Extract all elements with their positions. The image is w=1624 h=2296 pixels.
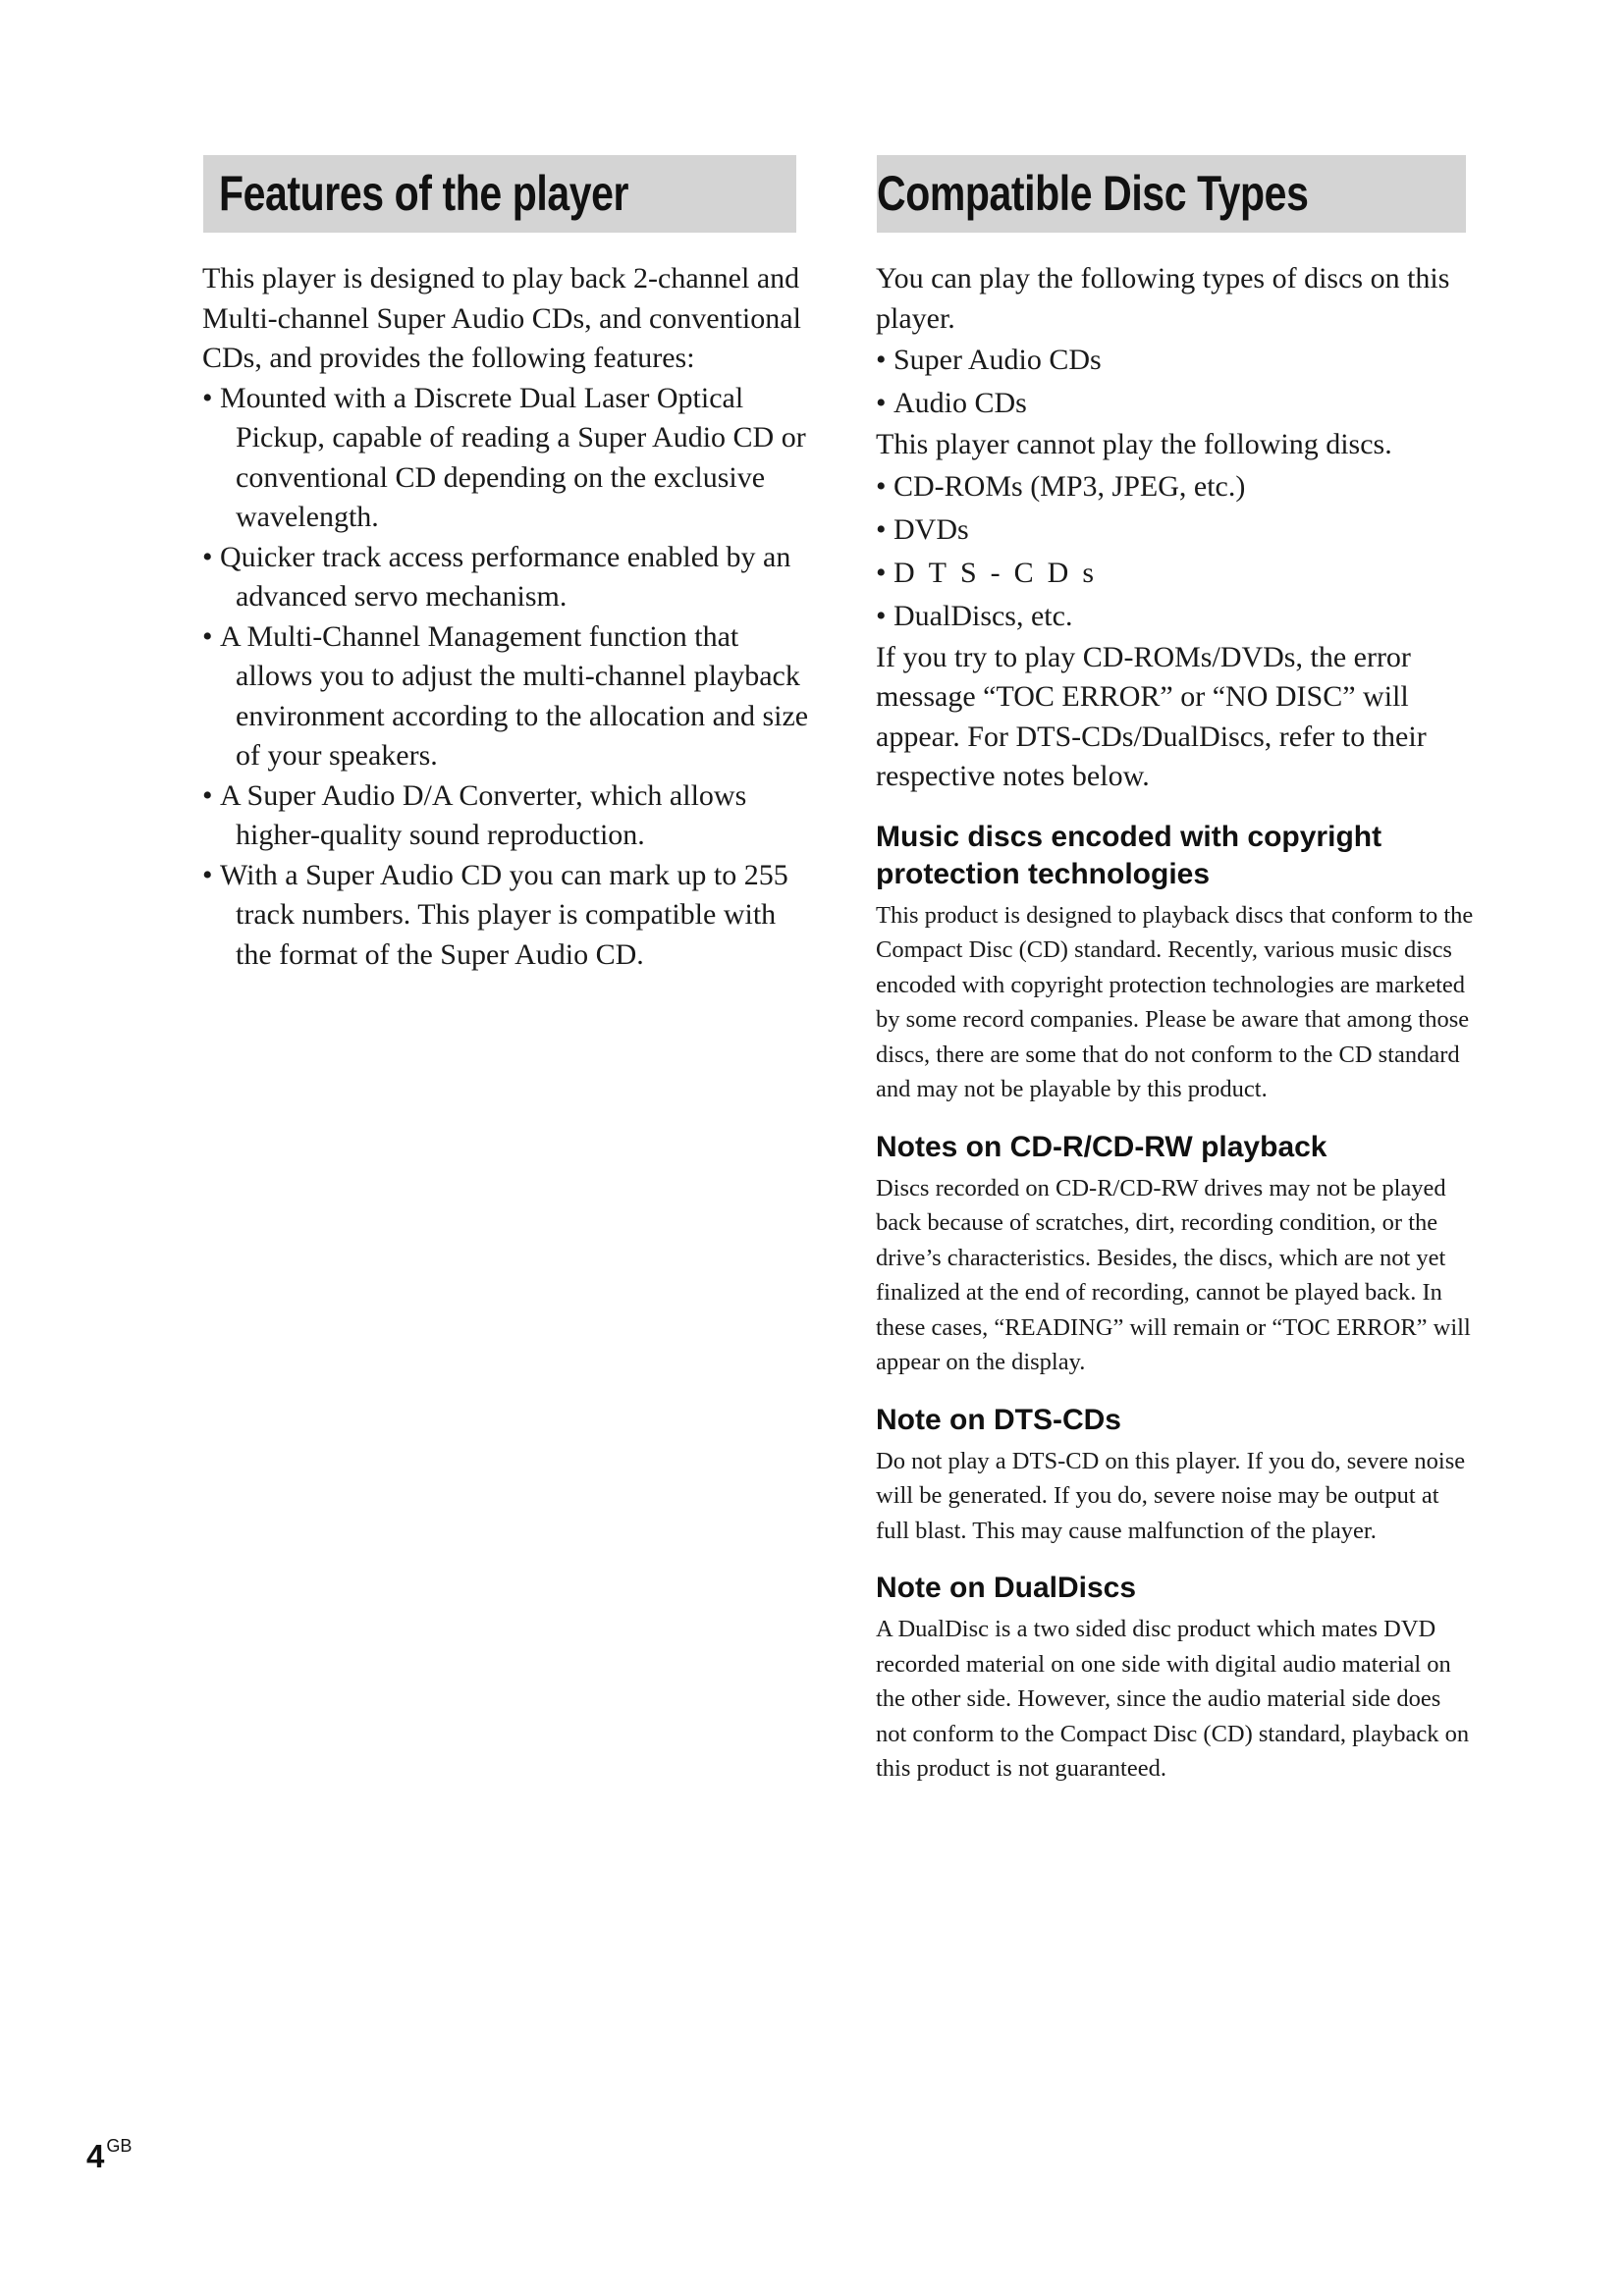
bullet-icon: • xyxy=(876,469,887,503)
not-playable-item: • DualDiscs, etc. xyxy=(876,595,1475,638)
playable-item: • Audio CDs xyxy=(876,382,1475,425)
bullet-icon: • xyxy=(876,556,887,589)
section-title-compatible-discs: Compatible Disc Types xyxy=(877,166,1309,221)
header-bar-right xyxy=(877,155,1466,233)
bullet-icon: • xyxy=(876,599,887,632)
bullet-icon: • xyxy=(876,387,887,419)
not-playable-item: • DVDs xyxy=(876,508,1475,552)
feature-item: • A Multi-Channel Management function that allows you to adjust the multi-channel playback environment according to the allocation and size of your speakers. xyxy=(202,617,811,776)
features-list xyxy=(202,379,811,976)
playable-intro: You can play the following types of discs on this player. xyxy=(876,262,1450,335)
right-column xyxy=(876,259,1475,1787)
left-column xyxy=(202,259,811,975)
feature-item: • A Super Audio D/A Converter, which allows higher-quality sound reproduction. xyxy=(202,776,811,856)
feature-item: • Mounted with a Discrete Dual Laser Optical Pickup, capable of reading a Super Audio CD or conventional CD depending on the exclusive wavelength. xyxy=(202,379,811,538)
bullet-icon: • xyxy=(202,540,213,573)
section-heading-cdr: Notes on CD-R/CD-RW playback xyxy=(876,1130,1327,1163)
error-message-text: If you try to play CD-ROMs/DVDs, the error message “TOC ERROR” or “NO DISC” will appear. For DTS-CDs/DualDiscs, refer to their respective notes below. xyxy=(876,640,1427,792)
section-heading-copyright: Music discs encoded with copyright protection technologies xyxy=(876,820,1382,890)
bullet-icon: • xyxy=(202,381,213,414)
section-body-copyright: This product is designed to playback discs that conform to the Compact Disc (CD) standard. Recently, various music discs encoded with copyright protection technologies are marketed by some record companies. Please be aware that among those discs, there are some that do not conform to the CD standard and may not be playable by this product. xyxy=(876,901,1474,1102)
page-number: 4 $^{GB}$ xyxy=(86,2136,133,2174)
section-body-dts: Do not play a DTS-CD on this player. If you do, severe noise will be generated. If you do, severe noise may be output at full blast. This may cause malfunction of the player. xyxy=(876,1447,1466,1544)
bullet-icon: • xyxy=(202,778,213,812)
features-intro: This player is designed to play back 2-channel and Multi-channel Super Audio CDs, and conventional CDs, and provides the following features: xyxy=(202,262,801,374)
header-bar-left xyxy=(203,155,796,233)
bullet-icon: • xyxy=(202,858,213,891)
page-suffix: GB xyxy=(106,2136,133,2156)
not-playable-item: • DTS-CDs xyxy=(876,552,1475,595)
bullet-icon: • xyxy=(202,619,213,653)
not-playable-intro: This player cannot play the following discs. xyxy=(876,428,1392,460)
section-title-features: Features of the player xyxy=(219,166,629,221)
feature-item: • Quicker track access performance enabled by an advanced servo mechanism. xyxy=(202,538,811,617)
section-heading-dts: Note on DTS-CDs xyxy=(876,1403,1121,1436)
bullet-icon: • xyxy=(876,344,887,376)
section-heading-dualdisc: Note on DualDiscs xyxy=(876,1572,1137,1604)
section-body-cdr: Discs recorded on CD-R/CD-RW drives may not be played back because of scratches, dirt, recording condition, or the drive’s characteristics. Besides, the discs, which are not yet finalized at the end of recording, cannot be played back. In these cases, “READING” will remain or “TOC ERROR” will appear on the display. xyxy=(876,1174,1471,1375)
not-playable-item: • CD-ROMs (MP3, JPEG, etc.) xyxy=(876,465,1475,508)
feature-item: • With a Super Audio CD you can mark up to 255 track numbers. This player is compatible with the format of the Super Audio CD. xyxy=(202,856,811,976)
bullet-icon: • xyxy=(876,512,887,546)
section-body-dualdisc: A DualDisc is a two sided disc product which mates DVD recorded material on one side with digital audio material on the other side. However, since the audio material side does not conform to the Compact Disc (CD) standard, playback on this product is not guaranteed. xyxy=(876,1616,1470,1782)
playable-item: • Super Audio CDs xyxy=(876,339,1475,382)
